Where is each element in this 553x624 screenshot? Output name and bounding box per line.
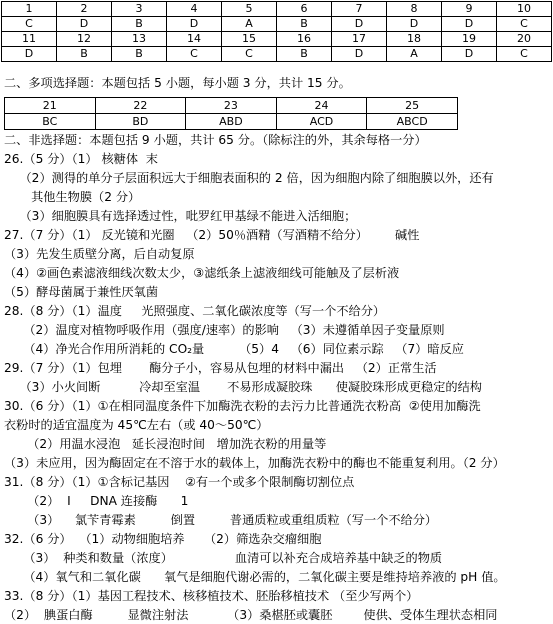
table-cell: A [222,17,277,32]
answer-table-multiple-choice [4,97,458,130]
answer-line: 32.（6 分） （1）动物细胞培养 （2）筛选杂交瘤细胞 [4,532,322,546]
table-cell: ABD [186,114,277,130]
table-cell: 15 [222,32,277,47]
answer-line: 衣粉时的适宜温度为 45℃左右（或 40～50℃） [4,418,269,432]
table-cell: D [57,17,112,32]
answer-line: （2）测得的单分子层面积远大于细胞表面积的 2 倍，因为细胞内除了细胞膜以外，还有 [4,171,494,185]
table-cell: 16 [277,32,332,47]
table-cell: ABCD [367,114,458,130]
section-title-multiple-choice: 二、多项选择题：本题包括 5 小题，每小题 3 分，共计 15 分。 [4,76,351,90]
table-cell: 1 [2,2,57,17]
table-cell: B [112,17,167,32]
table-cell: 24 [276,98,367,114]
table-cell: D [332,17,387,32]
table-cell: 10 [497,2,552,17]
table-cell: 14 [167,32,222,47]
table-cell: 19 [442,32,497,47]
table-cell: C [2,17,57,32]
table-cell: 11 [2,32,57,47]
answer-line: （3） 种类和数量（浓度） 血清可以补充合成培养基中缺乏的物质 [4,551,443,565]
answer-line: （2）温度对植物呼吸作用（强度/速率）的影响 （3）未遵循单因子变量原则 [4,323,445,337]
table-cell: 25 [367,98,458,114]
table-cell: D [442,47,497,62]
table-cell: 8 [387,2,442,17]
table-cell: 13 [112,32,167,47]
answer-line: （3）细胞膜具有选择透过性，吡罗红甲基绿不能进入活细胞； [4,209,357,223]
table-row [2,47,552,62]
answer-table-single-choice [1,1,552,62]
table-cell: B [112,47,167,62]
table-cell: BC [5,114,96,130]
table-cell: C [497,17,552,32]
answer-line: 33.（8 分）（1）基因工程技术、核移植技术、胚胎移植技术 （至少写两个） [4,589,419,603]
table-cell: D [2,47,57,62]
table-cell: D [332,47,387,62]
table-cell: C [167,47,222,62]
table-cell: 7 [332,2,387,17]
answer-line: 26.（5 分）（1） 核糖体 末 [4,152,158,166]
answer-line: 30.（6 分）（1）①在相同温度条件下加酶洗衣粉的去污力比普通洗衣粉高 ②使用加酶洗 [4,399,481,413]
answer-line: 27.（7 分）（1） 反光镜和光圈 （2）50％酒精（写酒精不给分） 碱性 [4,228,420,242]
table-cell: D [387,17,442,32]
table-cell: 2 [57,2,112,17]
answer-line: 28.（8 分）（1）温度 光照强度、二氧化碳浓度等（写一个不给分） [4,304,386,318]
table-row [2,17,552,32]
table-cell: 5 [222,2,277,17]
table-cell: 17 [332,32,387,47]
answer-line: （4）净光合作用所消耗的 CO₂量 （5）4 （6）同位素示踪 （7）暗反应 [4,342,464,356]
section-title-non-choice: 二、非选择题：本题包括 9 小题，共计 65 分。（除标注的外，其余每格一分） [4,133,427,147]
table-cell: B [57,47,112,62]
answer-line: （3）小火间断 冷却至室温 不易形成凝胶珠 使凝胶珠形成更稳定的结构 [4,380,482,394]
table-cell: 20 [497,32,552,47]
answer-line: （5）酵母菌属于兼性厌氧菌 [4,285,159,299]
table-cell: 12 [57,32,112,47]
table-cell: 23 [186,98,277,114]
table-cell: 6 [277,2,332,17]
table-cell: 22 [95,98,186,114]
answer-line: （2）用温水浸泡 延长浸泡时间 增加洗衣粉的用量等 [4,437,327,451]
table-cell: 3 [112,2,167,17]
table-cell: C [497,47,552,62]
table-cell: D [442,17,497,32]
table-cell: B [277,47,332,62]
answer-line: 其他生物膜（2 分） [4,190,141,204]
table-row [5,98,458,114]
table-cell: B [277,17,332,32]
answer-line: （3） 氯苄青霉素 倒置 普通质粒或重组质粒（写一个不给分） [4,513,438,527]
table-cell: 9 [442,2,497,17]
table-row [2,32,552,47]
answer-line: （2） 腆蛋白酶 显微注射法 （3）桑椹胚或囊胚 使供、受体生理状态相同 [4,608,498,622]
answer-line: （3）未应用，因为酶固定在不溶于水的载体上，加酶洗衣粉中的酶也不能重复利用。（2 分） [4,456,505,470]
table-cell: BD [95,114,186,130]
answer-line: 31.（8 分）（1）①含标记基因 ②有一个或多个限制酶切割位点 [4,475,355,489]
answer-line: （4）②画色素滤液细线次数太少，③滤纸条上滤液细线可能触及了层析液 [4,266,400,280]
table-cell: 21 [5,98,96,114]
table-cell: 4 [167,2,222,17]
table-row [2,2,552,17]
answer-line: （4）氧气和二氧化碳 氧气是细胞代谢必需的，二氧化碳主要是维持培养液的 pH 值。 [4,570,506,584]
table-cell: C [222,47,277,62]
table-cell: ACD [276,114,367,130]
table-cell: 18 [387,32,442,47]
table-cell: D [167,17,222,32]
answer-line: 29.（7 分）（1）包埋 酶分子小，容易从包埋的材料中漏出 （2）正常生活 [4,361,437,375]
answer-line: （2） Ⅰ DNA 连接酶 1 [4,494,189,508]
answer-line: （3）先发生质壁分离，后自动复原 [4,247,195,261]
table-cell: A [387,47,442,62]
table-row [5,114,458,130]
